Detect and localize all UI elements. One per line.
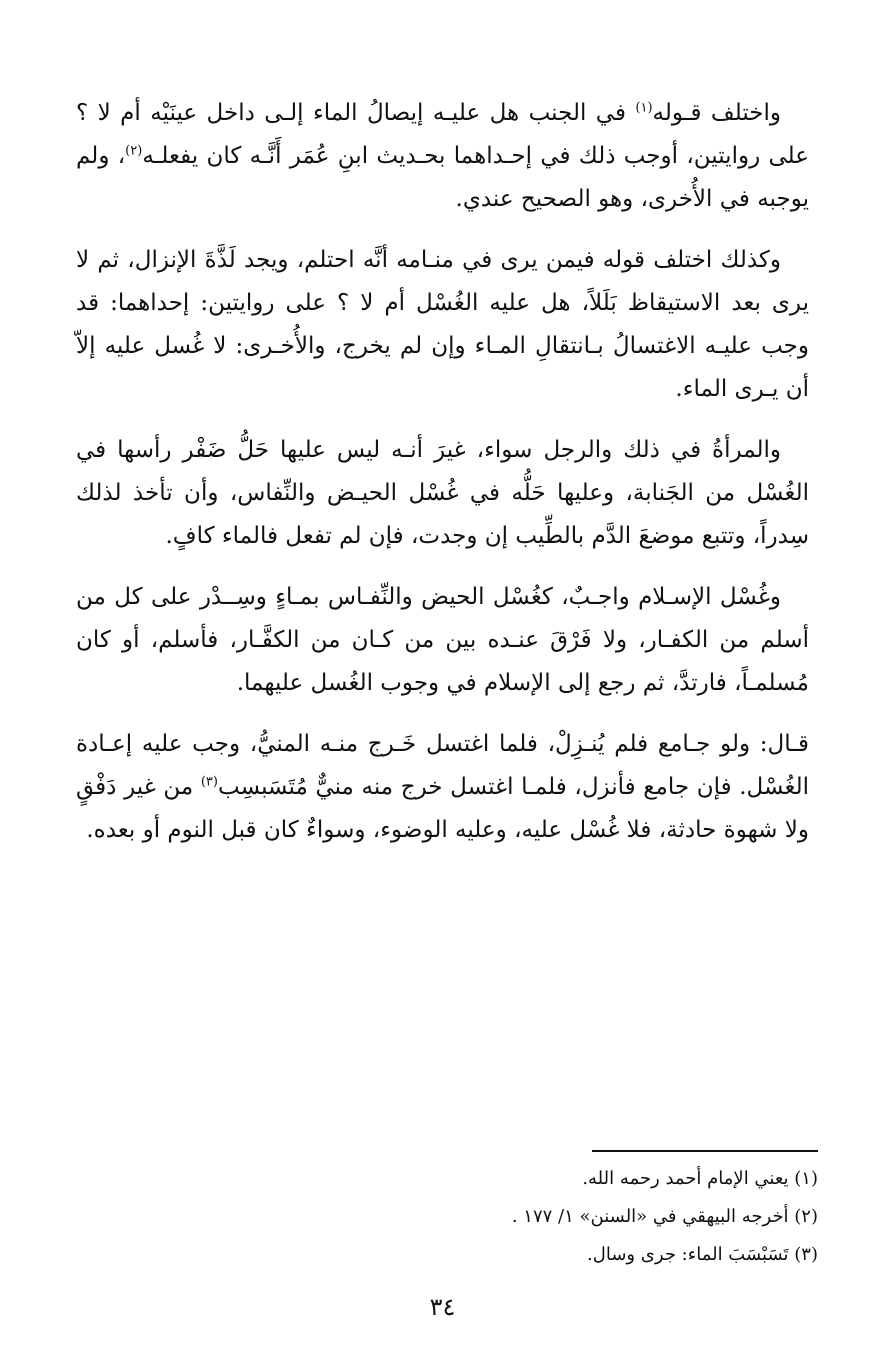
paragraph-3: والمرأةُ في ذلك والرجل سواء، غيرَ أنـه ليس عليها حَلُّ ضَفْر رأسها في الغُسْل من الجَنابة، وعليها حَلُّه في غُسْل الحيـض والنِّفاس، وأن تأخذ لذلك سِدراً، وتتبع موضعَ الدَّم بالطِّيب إن وجدت، فإن لم تفعل فالماء كافٍ.	[76, 437, 809, 549]
footnote-1: (١) يعني الإمام أحمد رحمه الله.	[582, 1168, 818, 1189]
paragraph-5	[76, 723, 809, 852]
paragraph-1-text-c: ، ولم يوجبه في الأُخرى، وهو الصحيح عندي.	[76, 143, 809, 212]
paragraph-2: وكذلك اختلف قوله فيمن يرى في منـامه أنَّه احتلم، ويجد لَذَّةَ الإنزال، ثم لا يرى بعد الاستيقاظ بَلَلاً، هل عليه الغُسْل أم لا ؟ على روايتين: إحداهما: قد وجب عليـه الاغتسالُ بـانتقالِ المـاء وإن لم يخرج، والأُخـرى: لا غُسل عليه إلاّ أن يـرى الماء.	[76, 247, 809, 402]
paragraph-1-text-a: واختلف قـوله	[652, 100, 781, 126]
paragraph-5-text-a: قـال: ولو جـامع فلم يُنـزِلْ، فلما اغتسل خَـرج منـه المنيُّ، وجب عليه إعـادة الغُسْل. فإن جامع فأنزل، فلمـا اغتسل خرج منه منيٌّ مُتَسَبسِب	[76, 731, 809, 800]
footnote-2: (٢) أخرجه البيهقي في «السنن» ١/ ١٧٧ .	[511, 1206, 818, 1227]
page-number: ٣٤	[429, 1293, 456, 1321]
footnote-marker-3[interactable]: (٣)	[200, 774, 218, 790]
paragraph-5-text-b: من غير دَفْقٍ ولا شهوة حادثة، فلا غُسْل عليه، وعليه الوضوء، وسواءٌ كان قبل النوم أو بعده.	[76, 774, 809, 843]
footnote-marker-2[interactable]: (٢)	[125, 143, 143, 159]
footnote-marker-1[interactable]: (١)	[635, 100, 653, 116]
footnotes	[76, 1160, 818, 1274]
footnote-divider	[592, 1150, 818, 1152]
paragraph-4: وغُسْل الإسـلام واجـبٌ، كغُسْل الحيض والنِّفـاس بمـاءٍ وسِــدْر على كل من أسلم من الكفـار، ولا فَرْقَ عنـده بين من كـان من الكفَّـار، فأسلم، أو كان مُسلمـاً، فارتدَّ، ثم رجع إلى الإسلام في وجوب الغُسل عليهما.	[76, 584, 810, 696]
main-text	[76, 92, 809, 870]
footnote-3: (٣) تَسَبْسَبَ الماء: جرى وسال.	[587, 1244, 818, 1265]
paragraph-1-text-b: في الجنب هل عليـه إيصالُ الماء إلـى داخل عينَيْه أم لا ؟ على روايتين، أوجب ذلك في إحـداهما بحـديث ابنِ عُمَر أَنَّـه كان يفعلـه	[76, 100, 810, 169]
paragraph-1	[76, 92, 809, 221]
